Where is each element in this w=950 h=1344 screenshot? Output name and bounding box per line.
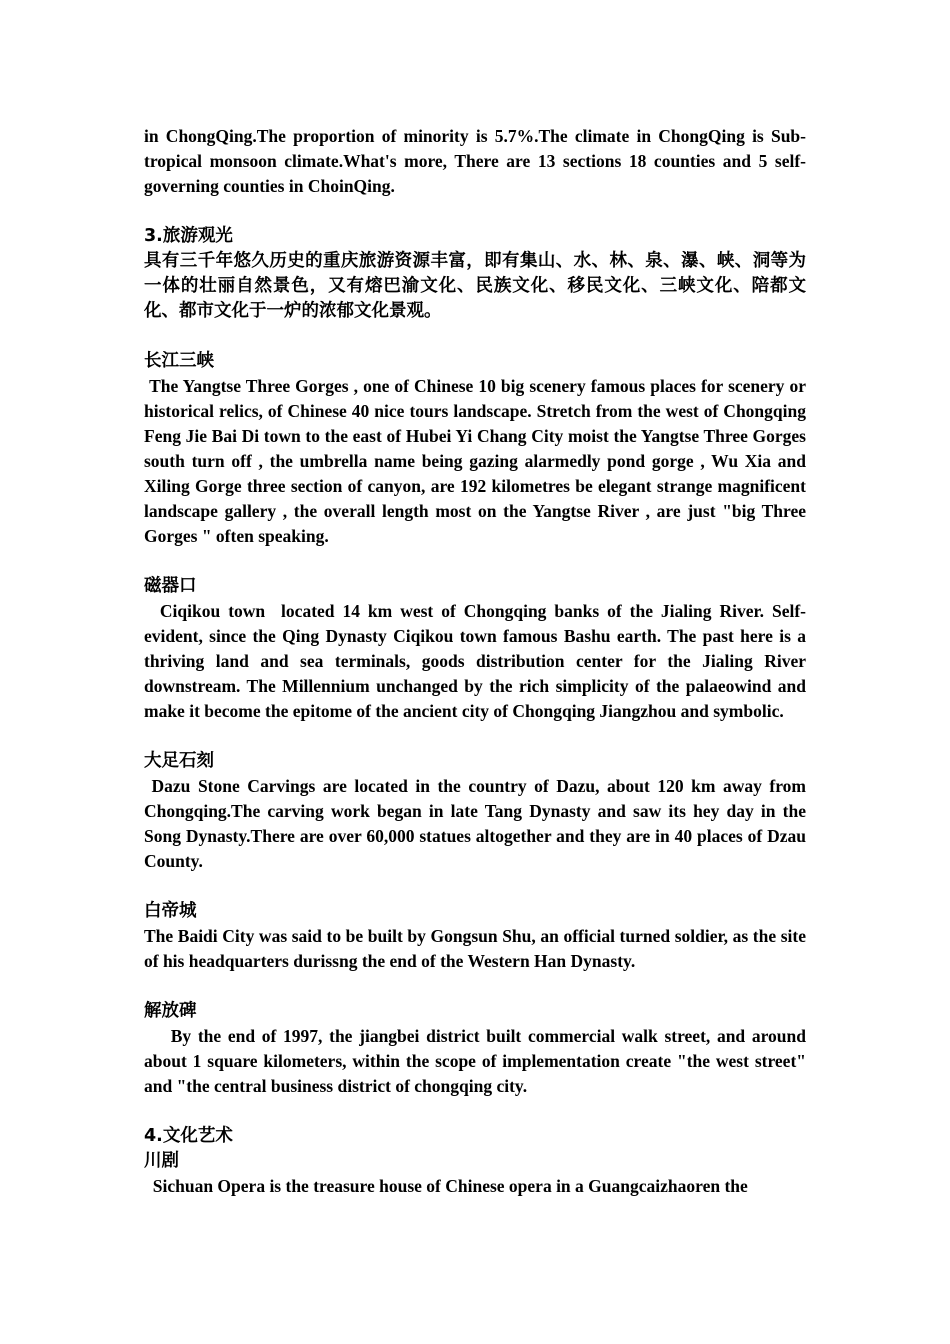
baidi-paragraph: The Baidi City was said to be built by Gongsun Shu, an official turned soldier, as the site of his headquarters durissng the end of the Western Han Dynasty.: [144, 926, 811, 971]
ciqikou-paragraph: Ciqikou town located 14 km west of Chongqing banks of the Jialing River. Self-evident, since the Qing Dynasty Ciqikou town famous Bashu earth. The past here is a thriving land and sea terminals, goods distribution center for the Jialing River downstream. The Millennium unchanged by the rich simplicity of the palaeowind and make it become the epitome of the ancient city of Chongqing Jiangzhou and symbolic.: [144, 601, 811, 721]
intro-paragraph: in ChongQing.The proportion of minority is 5.7%.The climate in ChongQing is Sub-tropical monsoon climate.What's more, There are 13 sections 18 counties and 5 self-governing counties in ChoinQing.: [144, 126, 806, 196]
heading-ciqikou: 磁器口: [144, 576, 197, 596]
section-heading-tourism: 3.旅游观光: [144, 226, 233, 246]
paragraph-gap: [144, 974, 806, 999]
sichuan-opera-paragraph: Sichuan Opera is the treasure house of Chinese opera in a Guangcaizhaoren the: [144, 1176, 748, 1196]
tourism-paragraph: 具有三千年悠久历史的重庆旅游资源丰富，即有集山、水、林、泉、瀑、峡、洞等为一体的壮丽自然景色，又有熔巴渝文化、民族文化、移民文化、三峡文化、陪都文化、都市文化于一炉的浓郁文化景观。: [144, 251, 806, 321]
three-gorges-paragraph: The Yangtse Three Gorges , one of Chinese 10 big scenery famous places for scenery or historical relics, of Chinese 40 nice tours landscape. Stretch from the west of Chongqing Feng Jie Bai Di town to the east of Hubei Yi Chang City moist the Yangtse Three Gorges south turn off , the umbrella name being gazing alarmedly pond gorge , Wu Xia and Xiling Gorge three section of canyon, are 192 kilometres be elegant strange magnificent landscape gallery , the overall length most on the Yangtse River , are just "big Three Gorges " often speaking.: [144, 376, 811, 546]
heading-jiefangbei: 解放碑: [144, 1001, 197, 1021]
section-heading-culture: 4.文化艺术: [144, 1126, 233, 1146]
paragraph-gap: [144, 549, 806, 574]
paragraph-gap: [144, 1099, 806, 1124]
heading-sichuan-opera: 川剧: [144, 1151, 179, 1171]
paragraph-gap: [144, 324, 806, 349]
heading-dazu: 大足石刻: [144, 751, 214, 771]
heading-three-gorges: 长江三峡: [144, 351, 214, 371]
paragraph-gap: [144, 199, 806, 224]
dazu-paragraph: Dazu Stone Carvings are located in the country of Dazu, about 120 km away from Chongqing.The carving work began in late Tang Dynasty and saw its hey day in the Song Dynasty.There are over 60,000 statues altogether and they are in 40 places of Dzau County.: [144, 776, 811, 871]
jiefangbei-paragraph: By the end of 1997, the jiangbei district built commercial walk street, and around about 1 square kilometers, within the scope of implementation create "the west street" and "the central business district of chongqing city.: [144, 1026, 811, 1096]
paragraph-gap: [144, 724, 806, 749]
paragraph-gap: [144, 874, 806, 899]
heading-baidi: 白帝城: [144, 901, 197, 921]
document-page: [144, 124, 811, 1199]
